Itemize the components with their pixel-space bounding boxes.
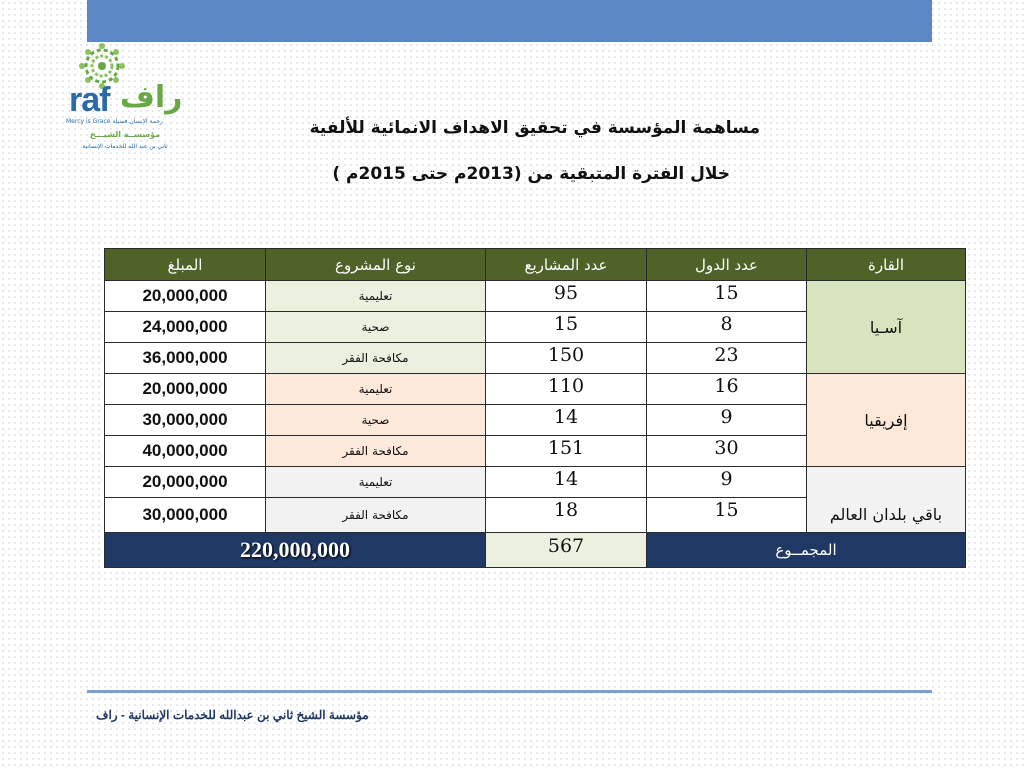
logo-latin-text: raf <box>69 81 110 119</box>
type-cell: مكافحة الفقر <box>266 436 486 467</box>
footer-text: مؤسسة الشيخ ثاني بن عبدالله للخدمات الإنسانية - راف <box>96 708 369 722</box>
type-cell: صحية <box>266 405 486 436</box>
total-projects: 567 <box>486 533 647 568</box>
header-continent: القارة <box>807 249 966 281</box>
amount-cell: 40,000,000 <box>105 436 266 467</box>
countries-cell: 8 <box>647 312 807 343</box>
countries-cell: 15 <box>647 498 807 533</box>
continent-cell-rest: باقي بلدان العالم <box>807 467 966 533</box>
countries-cell: 9 <box>647 405 807 436</box>
projects-cell: 14 <box>486 467 647 498</box>
table-row <box>105 281 966 312</box>
countries-cell: 16 <box>647 374 807 405</box>
countries-cell: 9 <box>647 467 807 498</box>
type-cell: مكافحة الفقر <box>266 343 486 374</box>
type-cell: تعليمية <box>266 374 486 405</box>
type-cell: صحية <box>266 312 486 343</box>
projects-table <box>104 248 966 568</box>
total-label: المجمــوع <box>647 533 966 568</box>
projects-cell: 110 <box>486 374 647 405</box>
logo-arabic-text: راف <box>120 80 183 115</box>
page-title: مساهمة المؤسسة في تحقيق الاهداف الانمائية للألفية <box>309 118 760 138</box>
header-amount: المبلغ <box>105 249 266 281</box>
header-projects: عدد المشاريع <box>486 249 647 281</box>
continent-cell-asia: آسـيا <box>807 281 966 374</box>
logo-org-line2: ثاني بن عبد الله للخدمات الإنسانية <box>82 143 168 150</box>
projects-cell: 151 <box>486 436 647 467</box>
amount-cell: 20,000,000 <box>105 374 266 405</box>
amount-cell: 20,000,000 <box>105 467 266 498</box>
page-subtitle: خلال الفترة المتبقية من (2013م حتى 2015م ) <box>332 164 730 184</box>
countries-cell: 23 <box>647 343 807 374</box>
type-cell: تعليمية <box>266 467 486 498</box>
countries-cell: 30 <box>647 436 807 467</box>
top-accent-bar <box>87 0 932 42</box>
projects-cell: 15 <box>486 312 647 343</box>
type-cell: مكافحة الفقر <box>266 498 486 533</box>
projects-cell: 18 <box>486 498 647 533</box>
amount-cell: 24,000,000 <box>105 312 266 343</box>
table-row <box>105 374 966 405</box>
projects-cell: 95 <box>486 281 647 312</box>
amount-cell: 36,000,000 <box>105 343 266 374</box>
projects-cell: 14 <box>486 405 647 436</box>
table-header-row <box>105 249 966 281</box>
projects-cell: 150 <box>486 343 647 374</box>
footer-divider <box>87 690 932 693</box>
amount-cell: 30,000,000 <box>105 405 266 436</box>
header-type: نوع المشروع <box>266 249 486 281</box>
total-row <box>105 533 966 568</box>
raf-logo <box>64 42 190 160</box>
logo-org-line1: مؤسســة الشيـــخ <box>89 130 161 139</box>
header-countries: عدد الدول <box>647 249 807 281</box>
amount-cell: 20,000,000 <box>105 281 266 312</box>
logo-tagline: Mercy is Grace رحمة الإنسان فضيلة <box>66 118 163 125</box>
total-amount: 220,000,000 <box>105 533 486 568</box>
table-row <box>105 467 966 498</box>
countries-cell: 15 <box>647 281 807 312</box>
amount-cell: 30,000,000 <box>105 498 266 533</box>
continent-cell-africa: إفريقيا <box>807 374 966 467</box>
type-cell: تعليمية <box>266 281 486 312</box>
